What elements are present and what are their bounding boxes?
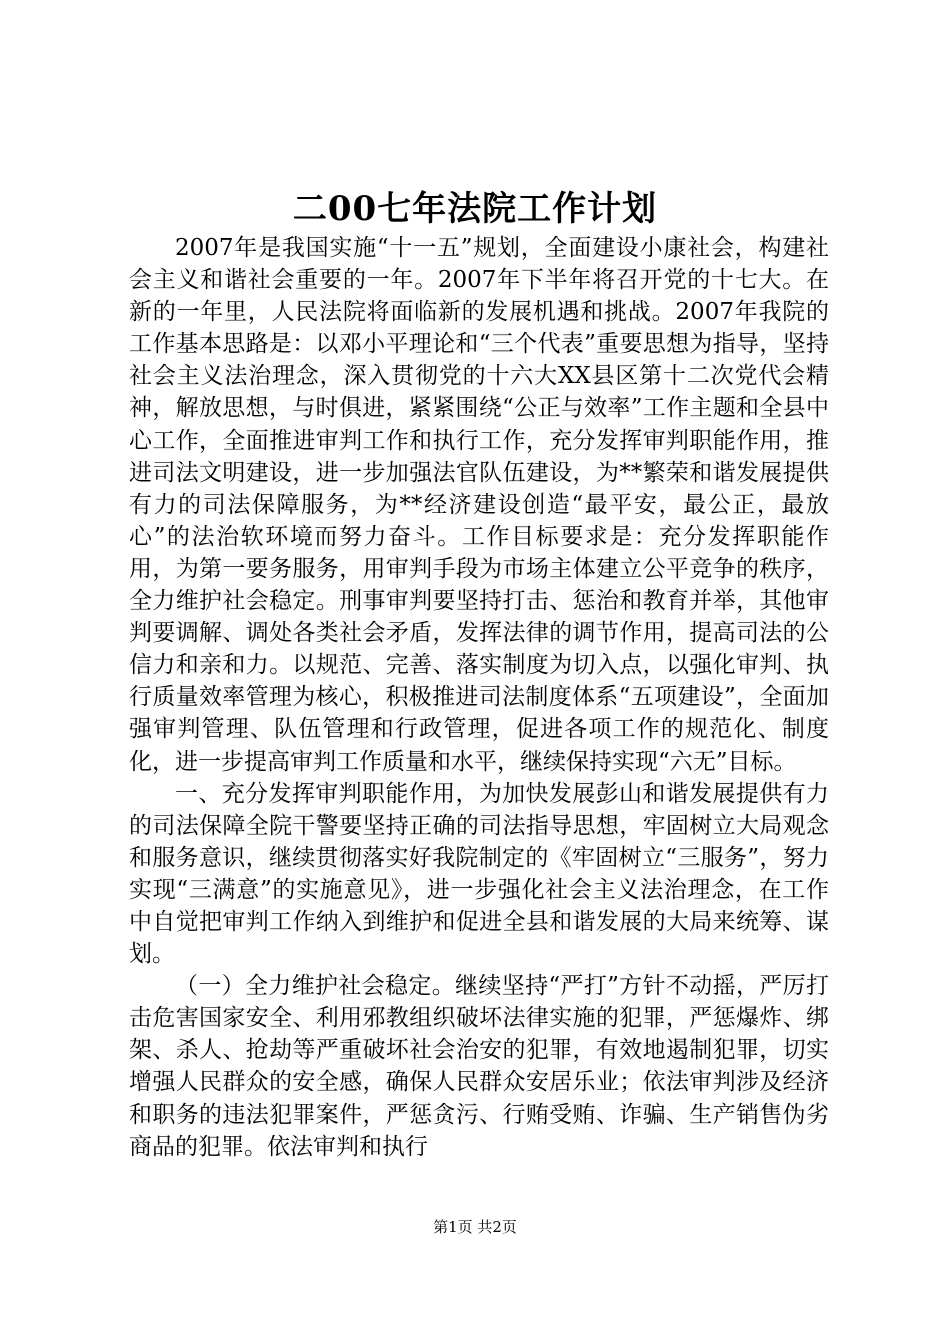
paragraph: 2007年是我国实施“十一五”规划，全面建设小康社会，构建社会主义和谐社会重要的一年。2007年下半年将召开党的十七大。在新的一年里，人民法院将面临新的发展机遇和挑战。2007年我院的工作基本思路是：以邓小平理论和“三个代表”重要思想为指导，坚持社会主义法治理念，深入贯彻党的十六大XX县区第十二次党代会精神，解放思想，与时俱进，紧紧围绕“公正与效率”工作主题和全县中心工作，全面推进审判工作和执行工作，充分发挥审判职能作用，推进司法文明建设，进一步加强法官队伍建设，为**繁荣和谐发展提供有力的司法保障服务，为**经济建设创造“最平安，最公正，最放心”的法治软环境而努力奋斗。工作目标要求是：充分发挥职能作用，为第一要务服务，用审判手段为市场主体建立公平竞争的秩序，全力维护社会稳定。刑事审判要坚持打击、惩治和教育并举，其他审判要调解、调处各类社会矛盾，发挥法律的调节作用，提高司法的公信力和亲和力。以规范、完善、落实制度为切入点，以强化审判、执行质量效率管理为核心，积极推进司法制度体系“五项建设”，全面加强审判管理、队伍管理和行政管理，促进各项工作的规范化、制度化，进一步提高审判工作质量和水平，继续保持实现“六无”目标。: [129, 235, 829, 775]
paragraph: （一）全力维护社会稳定。继续坚持“严打”方针不动摇，严厉打击危害国家安全、利用邪教组织破坏法律实施的犯罪，严惩爆炸、绑架、杀人、抢劫等严重破坏社会治安的犯罪，有效地遏制犯罪，切实增强人民群众的安全感，确保人民群众安居乐业；依法审判涉及经济和职务的违法犯罪案件，严惩贪污、行贿受贿、诈骗、生产销售伪劣商品的犯罪。依法审判和执行: [129, 973, 829, 1160]
paragraph: 一、充分发挥审判职能作用，为加快发展彭山和谐发展提供有力的司法保障全院干警要坚持正确的司法指导思想，牢固树立大局观念和服务意识，继续贯彻落实好我院制定的《牢固树立“三服务”，努力实现“三满意”的实施意见》，进一步强化社会主义法治理念，在工作中自觉把审判工作纳入到维护和促进全县和谐发展的大局来统筹、谋划。: [129, 780, 829, 968]
page-number-footer: 第1页 共2页: [433, 1218, 517, 1236]
document-body: [129, 232, 829, 1163]
document-title: 二00七年法院工作计划: [292, 189, 658, 229]
